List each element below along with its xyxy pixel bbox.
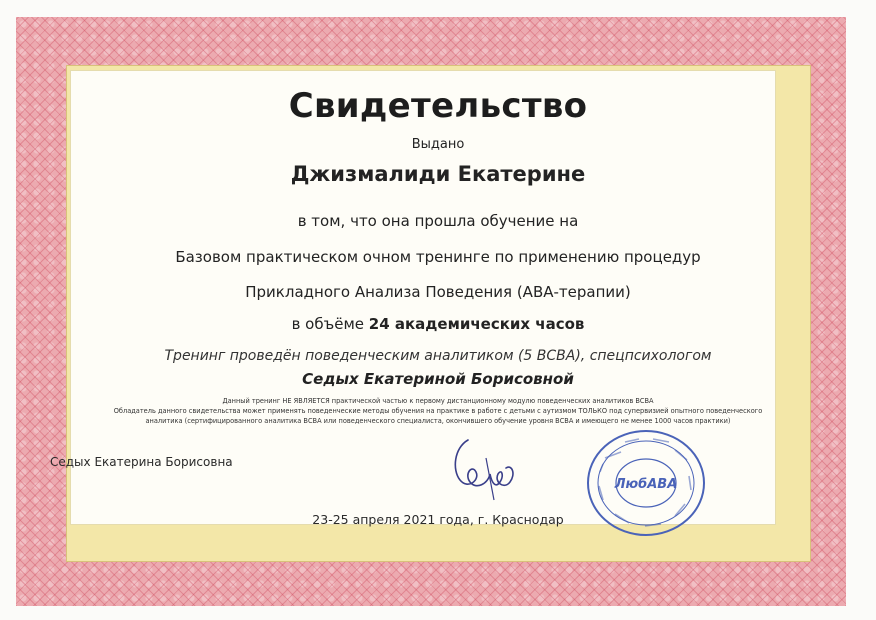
certificate-title: Свидетельство (288, 86, 588, 126)
fine-print-3: аналитика (сертифицированного аналитика ВСВА или поведенческого специалиста, окончившего обучение уровня ВСВА и имеющего не менее 1000 часов практики) (145, 417, 731, 425)
signer-name: Седых Екатерина Борисовна (50, 455, 233, 469)
course-title-line2: Прикладного Анализа Поведения (АВА-терапии) (245, 283, 631, 301)
fine-print-1: Данный тренинг НЕ ЯВЛЯЕТСЯ практической частью к первому дистанционному модулю поведенческих аналитиков ВСВА (222, 397, 654, 405)
hours-line (0, 315, 876, 333)
recipient-name: Джизмалиди Екатерине (290, 162, 586, 186)
trainer-line: Тренинг проведён поведенческим аналитиком (5 ВСВА), спецпсихологом (164, 348, 712, 364)
fine-print-2: Обладатель данного свидетельства может применять поведенческие методы обучения на практике в работе с детьми с аутизмом ТОЛЬКО под супервизией опытного поведенческого (113, 407, 763, 415)
course-title-line1: Базовом практическом очном тренинге по применению процедур (175, 248, 701, 266)
handwritten-signature (446, 428, 526, 508)
hours-value: 24 академических часов (368, 315, 585, 333)
hours-prefix: в объёме (291, 315, 369, 333)
trainer-name: Седых Екатериной Борисовной (302, 370, 574, 388)
date-and-place: 23-25 апреля 2021 года, г. Краснодар (312, 512, 564, 527)
completion-text: в том, что она прошла обучение на (297, 212, 579, 230)
stamp-text: ЛюбАВА (614, 477, 678, 492)
issued-label: Выдано (411, 137, 465, 152)
